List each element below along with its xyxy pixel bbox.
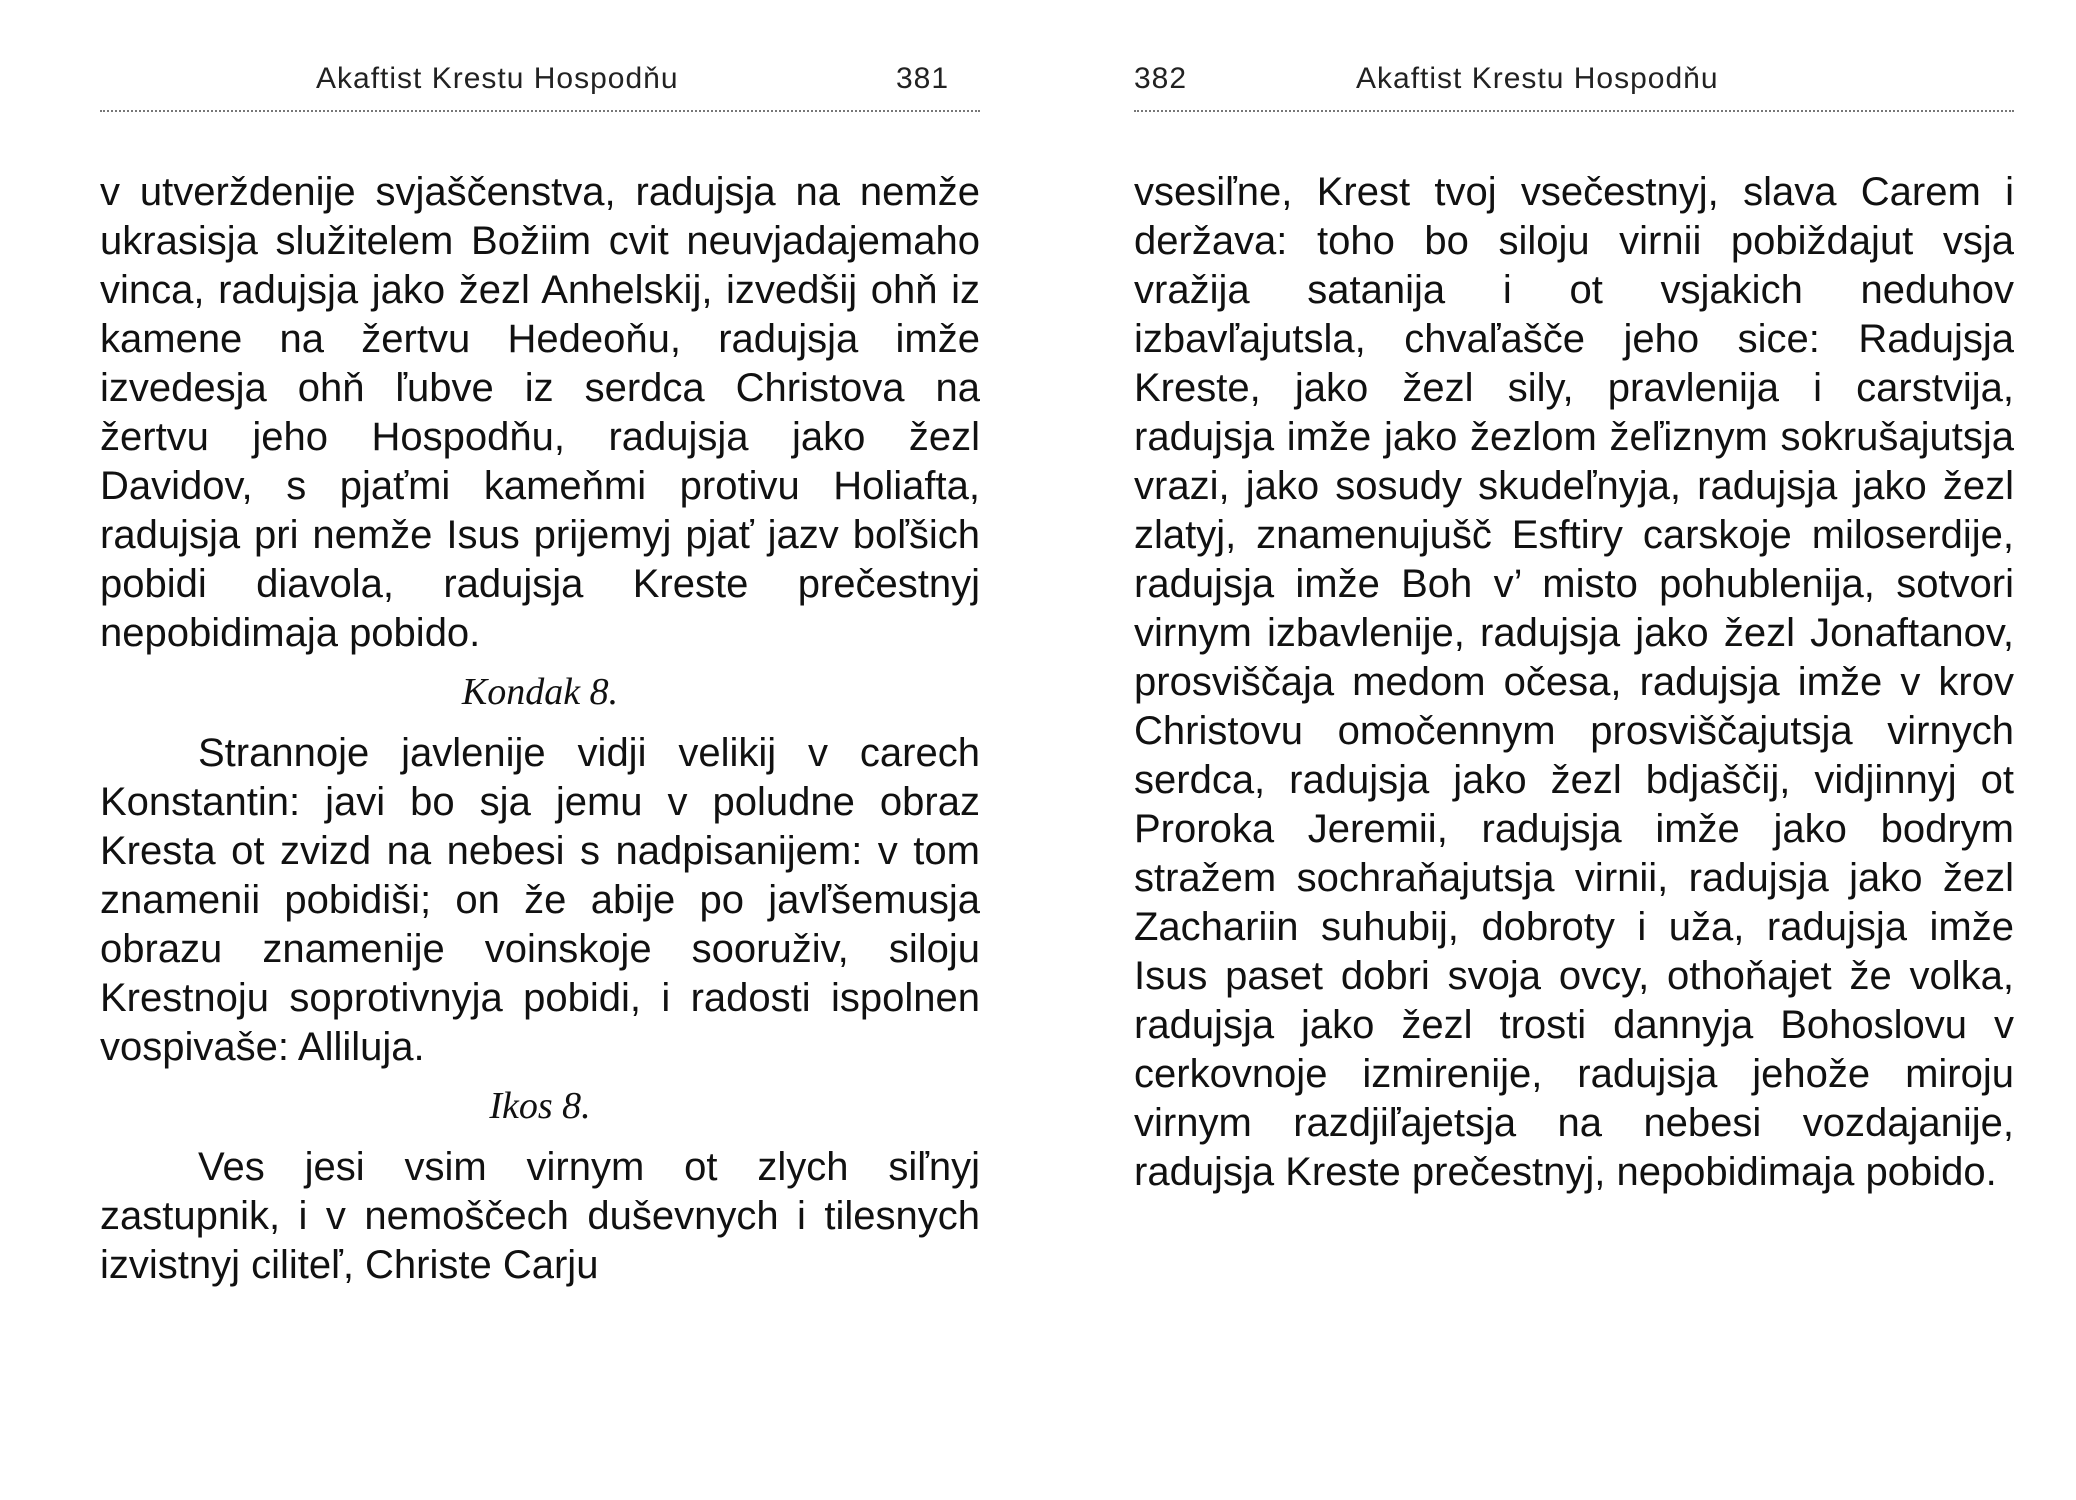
left-paragraph-3: Ves jesi vsim virnym ot zlych siľnyj zastupnik, i v nemoščech duševnych i tilesnych izvistnyj ciliteľ, Christe Carju <box>100 1145 980 1287</box>
right-body-text <box>1134 168 2014 1197</box>
heading-kondak-8: Kondak 8. <box>461 671 619 713</box>
right-page-header <box>1134 62 2014 106</box>
left-page-header <box>100 62 980 106</box>
left-paragraph-2: Strannoje javlenije vidji velikij v carech Konstantin: javi bo sja jemu v poludne obraz Kresta ot zvizd na nebesi s nadpisanijem: v tom znamenii pobidiši; on že abije po javľšemusja obrazu znamenije voinskoje sooruživ, siloju Krestnoju soprotivnyja pobidi, i radosti ispolnen vospivaše: Alliluja. <box>100 731 980 1069</box>
left-page-number: 381 <box>896 62 950 95</box>
left-running-title: Akaftist Krestu Hospodňu <box>316 62 679 95</box>
left-body-text <box>100 168 980 1290</box>
right-page-number: 382 <box>1134 62 1188 95</box>
right-header-rule <box>1134 110 2014 112</box>
right-running-title: Akaftist Krestu Hospodňu <box>1356 62 1719 95</box>
left-paragraph-1: v utverždenije svjaščenstva, radujsja na nemže ukrasisja služitelem Božiim cvit neuvjadajemaho vinca, radujsja jako žezl Anhelskij, izvedšij ohň iz kamene na žertvu Hedeoňu, radujsja imže izvedesja ohň ľubve iz serdca Christova na žertvu jeho Hospodňu, radujsja jako žezl Davidov, s pjaťmi kameňmi protivu Holiafta, radujsja pri nemže Isus prijemyj pjať jazv boľšich pobidi diavola, radujsja Kreste prečestnyj nepobidimaja pobido. <box>100 170 980 655</box>
left-header-rule <box>100 110 980 112</box>
heading-ikos-8: Ikos 8. <box>489 1085 591 1127</box>
right-paragraph-1: vsesiľne, Krest tvoj vsečestnyj, slava Carem i deržava: toho bo siloju virnii pobiždajut vsja vražija satanija i ot vsjakich neduhov izbavľajutsla, chvaľašče jeho sice: Radujsja Kreste, jako žezl sily, pravlenija i carstvija, radujsja imže jako žezlom žeľiznym sokrušajutsja vrazi, jako sosudy skudeľnyja, radujsja jako žezl zlatyj, znamenujušč Esftiry carskoje miloserdije, radujsja imže Boh v’ misto pohublenija, sotvori virnym izbavlenije, radujsja jako žezl Jonaftanov, prosviščaja medom očesa, radujsja imže v krov Christovu omočennym prosviščajutsja virnych serdca, radujsja jako žezl bdjaščij, vidjinnyj ot Proroka Jeremii, radujsja imže jako bodrym stražem sochraňajutsja virnii, radujsja jako žezl Zachariin suhubij, dobroty i uža, radujsja imže Isus paset dobri svoja ovcy, othoňajet že volka, radujsja jako žezl trosti dannyja Bohoslovu v cerkovnoje izmirenije, radujsja jehože miroju virnym razdjiľajetsja na nebesi vozdajanije, radujsja Kreste prečestnyj, nepobidimaja pobido. <box>1134 170 2014 1194</box>
